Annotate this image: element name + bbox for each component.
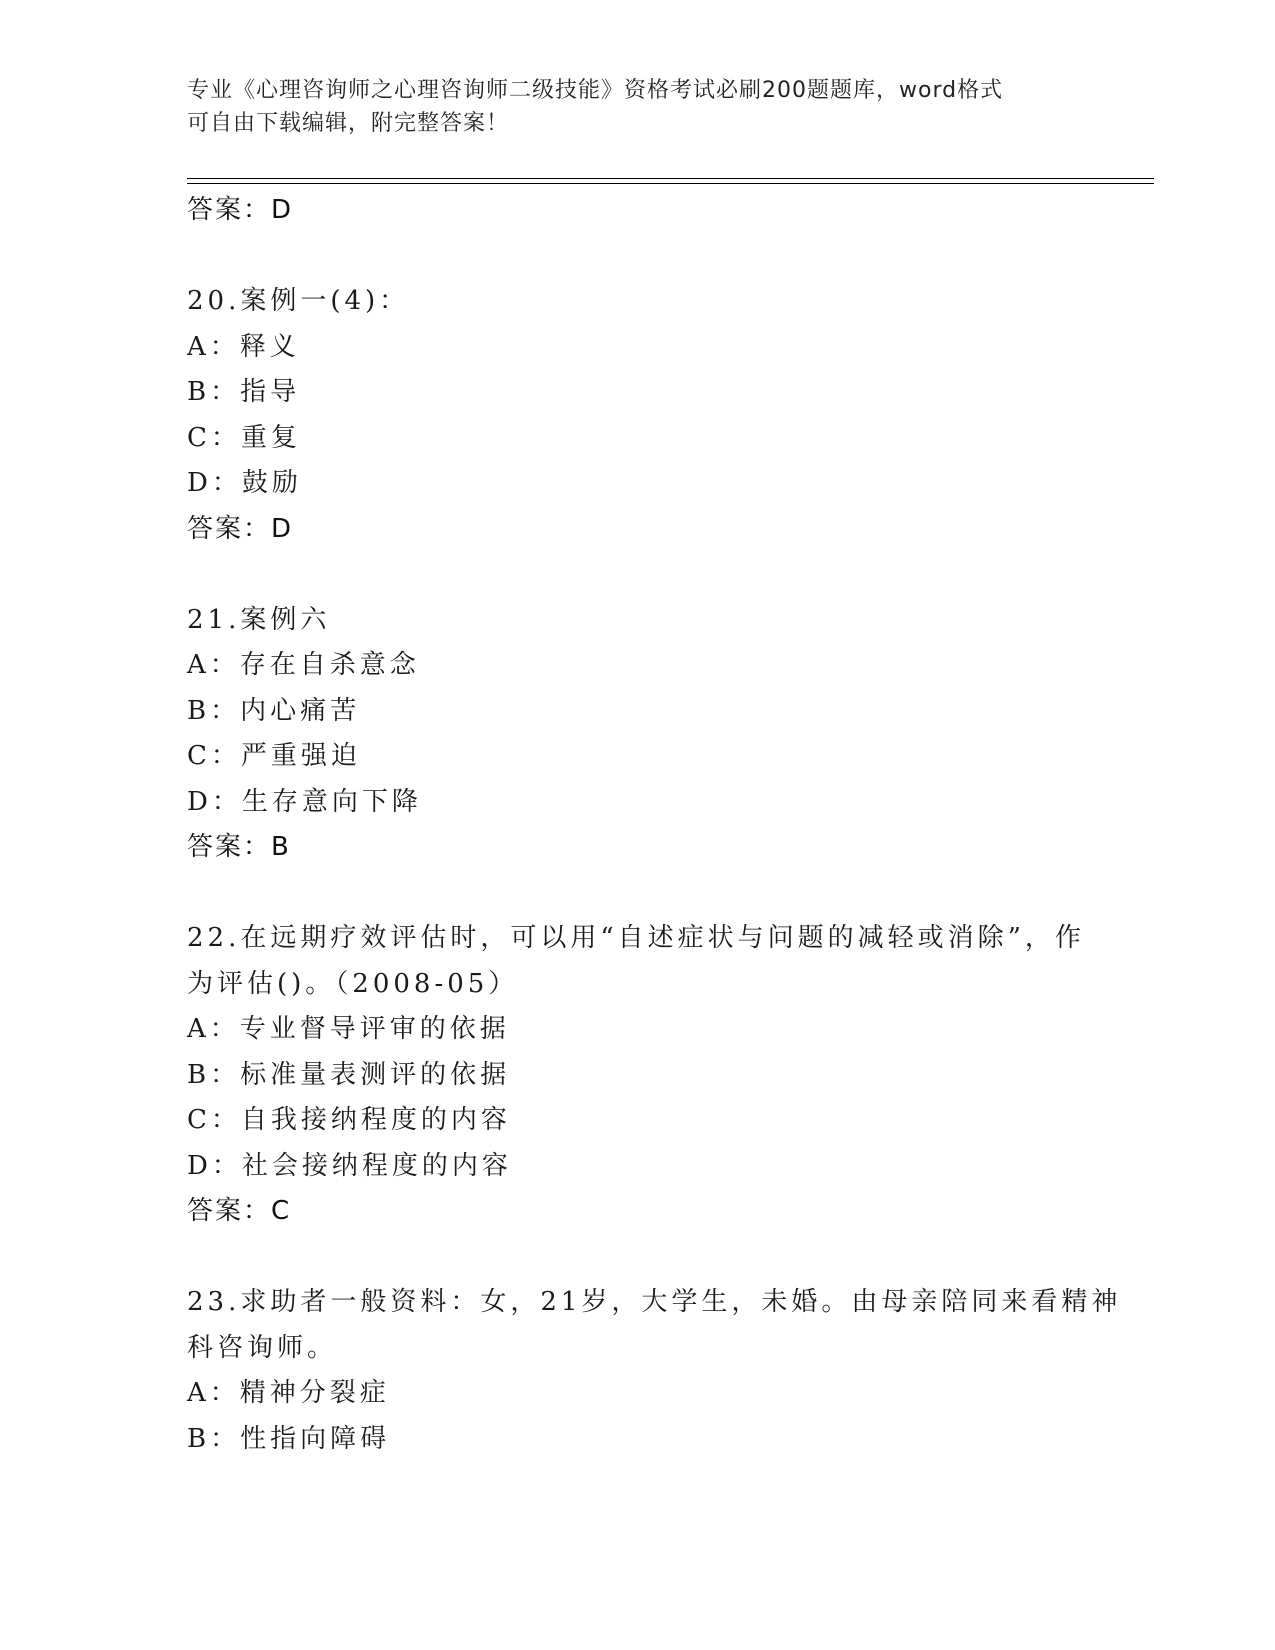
question-stem: 20.案例一(4)： bbox=[187, 286, 410, 316]
question-stem: 22.在远期疗效评估时，可以用“自述症状与问题的减轻或消除”，作 bbox=[187, 923, 1085, 953]
option-d: D：社会接纳程度的内容 bbox=[187, 1150, 512, 1181]
question-stem: 21.案例六 bbox=[187, 604, 331, 635]
answer-line: 答案：C bbox=[187, 1196, 292, 1226]
option-d: D：生存意向下降 bbox=[187, 786, 422, 817]
option-a: A：释义 bbox=[187, 331, 300, 362]
option-c: C：重复 bbox=[187, 422, 301, 453]
answer-line: 答案：B bbox=[187, 832, 291, 862]
option-b: B：指导 bbox=[187, 377, 301, 407]
spacer bbox=[187, 234, 1087, 280]
header-divider-top bbox=[187, 178, 1154, 179]
header-divider-bottom bbox=[187, 183, 1154, 184]
question-stem-continued: 为评估()。（2008-05） bbox=[187, 968, 519, 999]
spacer bbox=[187, 871, 1087, 917]
header-line-1: 专业《心理咨询师之心理咨询师二级技能》资格考试必刷200题题库，word格式 bbox=[187, 78, 1004, 103]
question-stem: 23.求助者一般资料：女，21岁，大学生，未婚。由母亲陪同来看精神 bbox=[187, 1287, 1122, 1317]
option-a: A：精神分裂症 bbox=[187, 1378, 390, 1408]
option-c: C：自我接纳程度的内容 bbox=[187, 1105, 511, 1135]
option-d: D：鼓励 bbox=[187, 468, 302, 498]
question-block bbox=[187, 916, 1087, 1235]
document-header bbox=[187, 74, 1067, 140]
option-b: B：性指向障碍 bbox=[187, 1423, 391, 1454]
document-body bbox=[187, 188, 1122, 1462]
question-block bbox=[187, 598, 1087, 871]
answer-line: 答案：D bbox=[187, 513, 294, 544]
question-stem-continued: 科咨询师。 bbox=[187, 1332, 338, 1363]
option-a: A：存在自杀意念 bbox=[187, 650, 420, 680]
option-a: A：专业督导评审的依据 bbox=[187, 1014, 510, 1044]
answer-line: 答案：D bbox=[187, 195, 294, 225]
header-line-2: 可自由下载编辑，附完整答案！ bbox=[187, 111, 510, 136]
question-block bbox=[187, 1280, 1122, 1462]
option-b: B：标准量表测评的依据 bbox=[187, 1059, 511, 1090]
spacer bbox=[187, 1235, 1087, 1281]
question-block bbox=[187, 279, 1087, 552]
spacer bbox=[187, 552, 1087, 598]
option-c: C：严重强迫 bbox=[187, 741, 361, 771]
option-b: B：内心痛苦 bbox=[187, 695, 361, 726]
